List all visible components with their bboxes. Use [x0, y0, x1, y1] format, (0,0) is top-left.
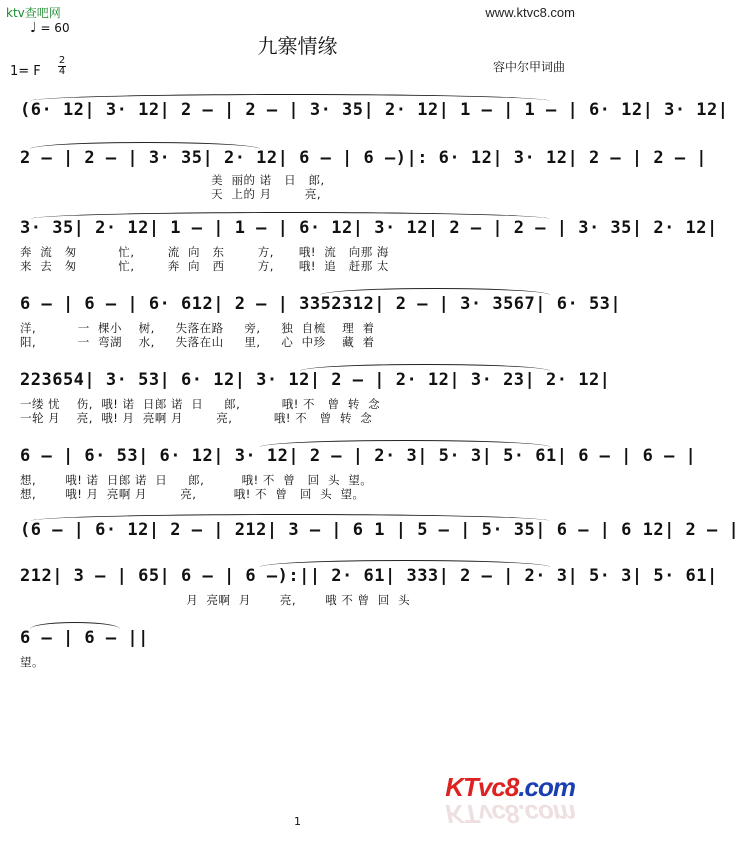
lyrics-row-4-verse-2: 阳, 一 弯湖 水, 失落在山 里, 心 中珍 藏 着 — [20, 335, 375, 349]
slur-row-1 — [30, 94, 550, 101]
slur-row-5 — [300, 364, 550, 371]
lyrics-row-4-verse-1: 洋, 一 棵小 树, 失落在路 旁, 独 自梳 理 着 — [20, 321, 375, 335]
score-row-7: (6 — | 6· 12| 2 — | 212| 3 — | 6 1 | 5 — | 5· 35| 6 — | 6 12| 2 — | — [20, 520, 739, 540]
slur-row-3 — [30, 212, 550, 219]
song-title: 九寨情缘 — [257, 34, 338, 58]
time-signature — [58, 56, 66, 77]
lyrics-row-6-verse-1: 想, 哦! 诺 日郎 诺 日 郎, 哦! 不 曾 回 头 望。 — [20, 473, 373, 487]
score-row-8: 212| 3 — | 65| 6 — | 6 —):|| 2· 61| 333| 2 — | 2· 3| 5· 3| 5· 61| — [20, 566, 718, 586]
brand-reflection-b: .com — [518, 799, 575, 829]
score-row-3: 3· 35| 2· 12| 1 — | 1 — | 6· 12| 3· 12| 2 — | 2 — | 3· 35| 2· 12| — [20, 218, 718, 238]
brand-reflection-a: KTvc8 — [445, 799, 519, 829]
meter-bottom: 4 — [58, 66, 66, 77]
author-credit: 容中尔甲词曲 — [492, 60, 565, 74]
slur-row-2 — [30, 142, 260, 149]
site-watermark-top: ktv查吧网 — [6, 6, 61, 20]
lyrics-row-3-verse-1: 奔 流 匆 忙, 流 向 东 方, 哦! 流 向那 海 — [20, 245, 389, 259]
score-row-6: 6 — | 6· 53| 6· 12| 3· 12| 2 — | 2· 3| 5· 3| 5· 61| 6 — | 6 — | — [20, 446, 697, 466]
key-signature: 1= F — [10, 64, 41, 79]
lyrics-row-6-verse-2: 想, 哦! 月 亮啊 月 亮, 哦! 不 曾 回 头 望。 — [20, 487, 365, 501]
slur-row-8 — [260, 560, 550, 567]
score-row-9: 6 — | 6 — || — [20, 628, 149, 648]
lyrics-row-5-verse-1: 一缕 忧 伤, 哦! 诺 日郎 诺 日 郎, 哦! 不 曾 转 念 — [20, 397, 381, 411]
meter-top: 2 — [58, 55, 66, 66]
score-row-5: 223654| 3· 53| 6· 12| 3· 12| 2 — | 2· 12| 3· 23| 2· 12| — [20, 370, 611, 390]
slur-row-4 — [320, 288, 550, 295]
score-row-4: 6 — | 6 — | 6· 612| 2 — | 3352312| 2 — | 3· 3567| 6· 53| — [20, 294, 622, 314]
tempo-value: = 60 — [40, 21, 70, 35]
lyrics-row-3-verse-2: 来 去 匆 忙, 奔 向 西 方, 哦! 追 赶那 太 — [20, 259, 389, 273]
score-row-1: (6· 12| 3· 12| 2 — | 2 — | 3· 35| 2· 12| 1 — | 1 — | 6· 12| 3· 12| — [20, 100, 729, 120]
lyrics-row-8-verse-1: 月 亮啊 月 亮, 哦 不 曾 回 头 — [20, 593, 411, 607]
slur-row-6 — [260, 440, 550, 447]
website-link[interactable]: www.ktvc8.com — [485, 5, 575, 20]
page-number: 1 — [294, 815, 301, 828]
brand-watermark-b: .com — [518, 772, 575, 802]
brand-watermark-a: KTvc8 — [445, 772, 519, 802]
lyrics-row-5-verse-2: 一轮 月 亮, 哦! 月 亮啊 月 亮, 哦! 不 曾 转 念 — [20, 411, 373, 425]
score-row-2: 2 — | 2 — | 3· 35| 2· 12| 6 — | 6 —)|: 6· 12| 3· 12| 2 — | 2 — | — [20, 148, 708, 168]
slur-row-7 — [30, 514, 550, 521]
lyrics-row-2-verse-1: 美 丽的 诺 日 郎, — [20, 173, 325, 187]
quarter-note-icon: ♩ — [30, 20, 37, 36]
slur-row-9 — [30, 622, 120, 629]
lyrics-row-2-verse-2: 天 上的 月 亮, — [20, 187, 322, 201]
lyrics-row-9-verse-1: 望。 — [20, 655, 44, 669]
